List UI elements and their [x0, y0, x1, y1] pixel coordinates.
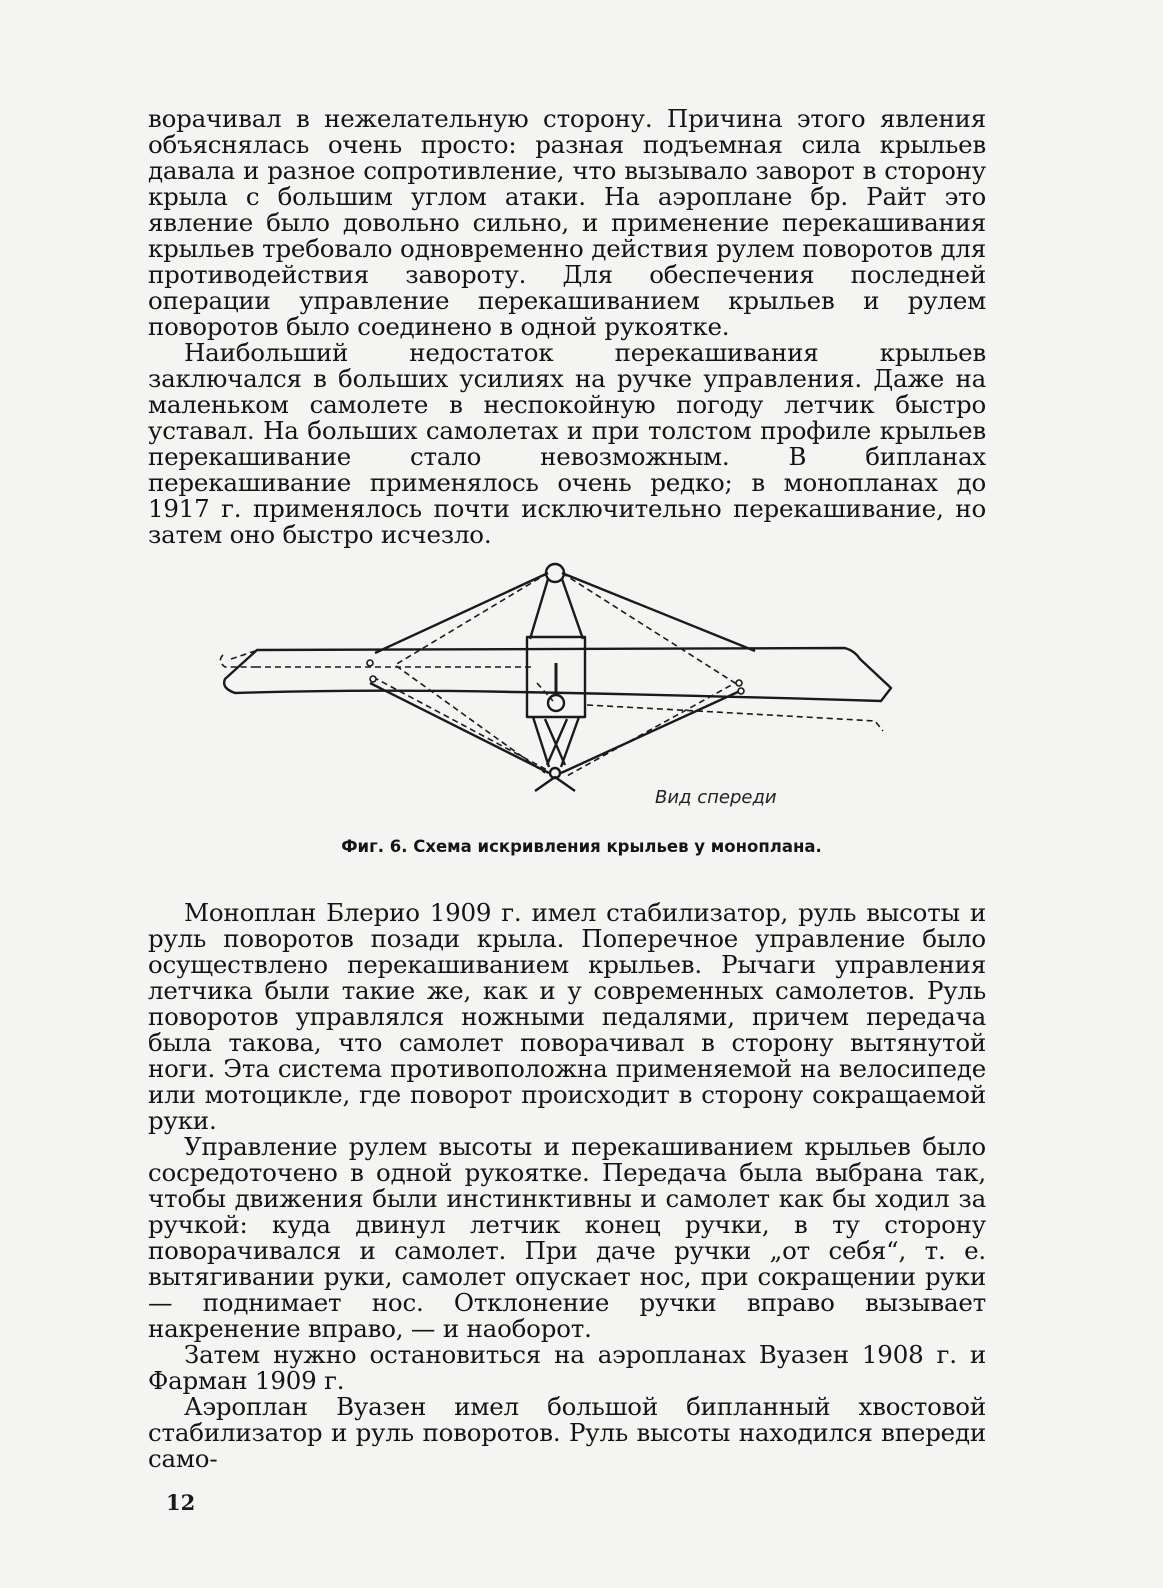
- wing-attachment-point: [370, 676, 376, 682]
- warp-cable-dashed-b: [562, 573, 735, 777]
- paragraph: ворачивал в нежелательную сторону. Причина этого явления объяснялась очень просто: разная подъемная сила крыльев давала и разное сопротивление, что вызывало заворот в сторону крыла с большим углом атаки. На аэроплане бр. Райт это явление было довольно сильно, и применение перекашивания крыльев требовало одновременно действия рулем поворотов для противодействия завороту. Для обеспечения последней операции управление перекашиванием крыльев и рулем поворотов было соединено в одной рукоятке.: [148, 104, 986, 341]
- warp-cable-lower-left: [370, 683, 549, 773]
- wing-attachment-point: [367, 660, 373, 666]
- paragraph: Аэроплан Вуазен имел большой бипланный хвостовой стабилизатор и руль поворотов. Руль высоты находился впереди само-: [148, 1392, 986, 1473]
- figure-view-label: Вид спереди: [655, 787, 777, 808]
- paragraph: Моноплан Блерио 1909 г. имел стабилизатор, руль высоты и руль поворотов позади крыла. Поперечное управление было осуществлено перекашиванием крыльев. Рычаги управления летчика были такие же, как и у современных самолетов. Руль поворотов управлялся ножными педалями, причем передача была такова, что самолет поворачивал в сторону вытянутой ноги. Эта система противоположна применяемой на велосипеде или мотоцикле, где поворот происходит в сторону сокращаемой руки.: [148, 898, 986, 1135]
- pylon-brace: [530, 579, 583, 639]
- figure-caption: Фиг. 6. Схема искривления крыльев у моноплана.: [341, 837, 822, 856]
- wing-attachment-point: [736, 680, 742, 686]
- warp-cable-upper-right: [562, 573, 755, 651]
- paragraph: Наибольший недостаток перекашивания крыльев заключался в больших усилиях на ручке управления. Даже на маленьком самолете в неспокойную погоду летчик быстро уставал. На больших самолетах и при толстом профиле крыльев перекашивание стало невозможным. В бипланах перекашивание применялось очень редко; в монопланах до 1917 г. применялось почти исключительно перекашивание, но затем оно быстро исчезло.: [148, 338, 986, 549]
- text-block-top: [148, 106, 986, 548]
- warp-cable-dashed-a: [395, 573, 548, 773]
- wing-attachment-point: [738, 688, 744, 694]
- monoplane-wing-warping-diagram: [215, 555, 915, 825]
- warp-cable-upper-left: [375, 573, 548, 653]
- wing-solid-outline: [224, 648, 891, 701]
- diagram-svg: [215, 555, 915, 825]
- page-number: 12: [166, 1490, 196, 1515]
- pilot-head: [548, 695, 564, 711]
- paragraph: Затем нужно остановиться на аэропланах Вуазен 1908 г. и Фарман 1909 г.: [148, 1340, 986, 1395]
- text-block-bottom: [148, 900, 986, 1472]
- warp-cable-lower-right: [561, 691, 740, 773]
- paragraph: Управление рулем высоты и перекашиванием крыльев было сосредоточено в одной рукоятке. Передача была выбрана так, чтобы движения были инстинктивны и самолет как бы ходил за ручкой: куда двинул летчик конец ручки, в ту сторону поворачивался и самолет. При даче ручки „от себя“, т. е. вытягивании руки, самолет опускает нос, при сокращении руки — поднимает нос. Отклонение ручки вправо вызывает накренение вправо, — и наоборот.: [148, 1132, 986, 1343]
